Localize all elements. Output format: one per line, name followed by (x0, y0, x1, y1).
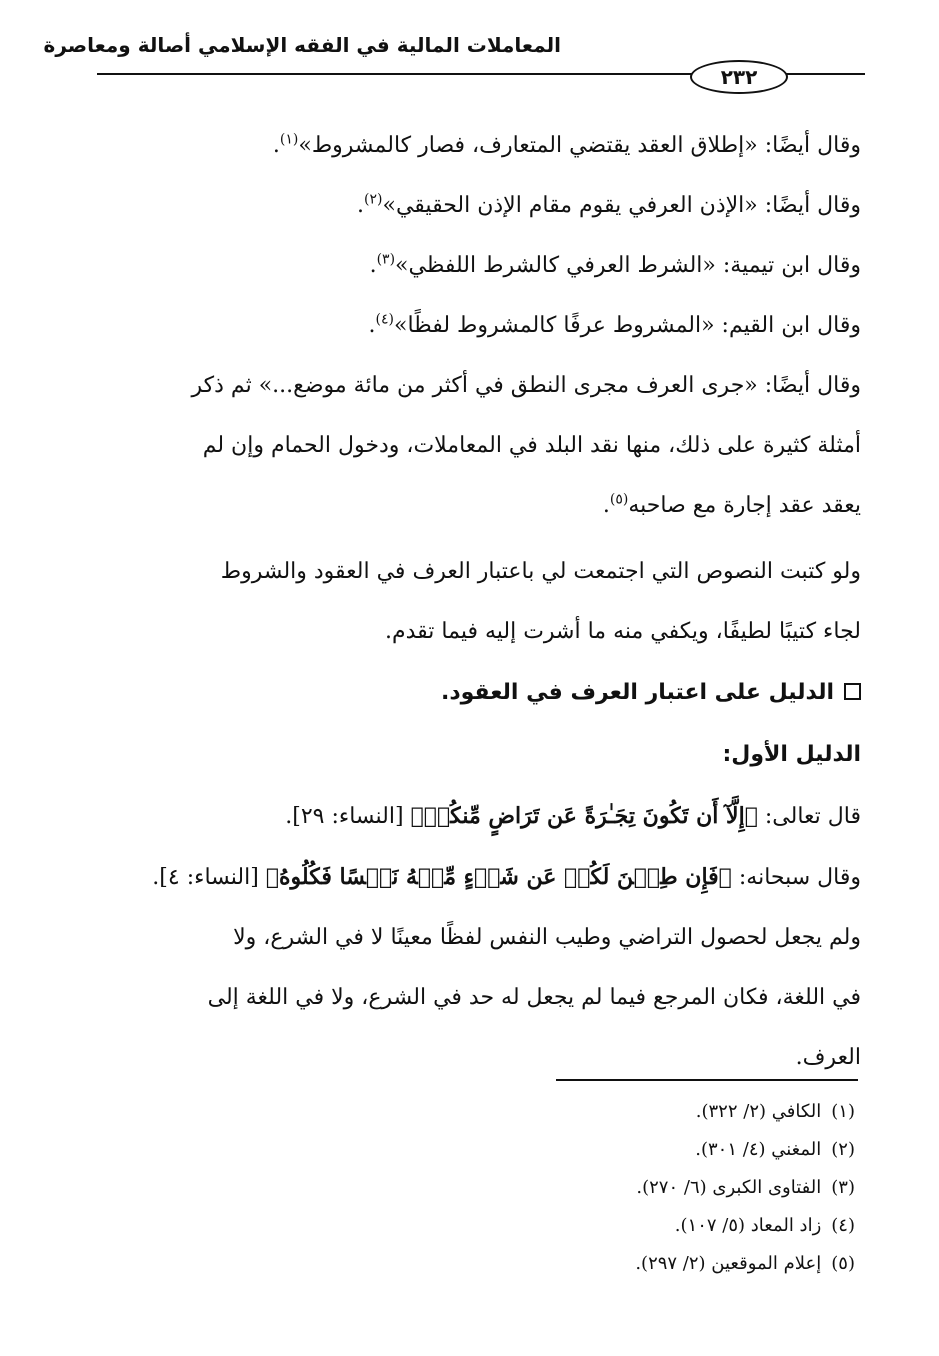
page-number: ٢٣٢ (690, 60, 788, 94)
paragraph-2-end: . (357, 193, 365, 218)
footnote-ref-5: (٥) (609, 491, 629, 508)
paragraph-4-end: . (368, 313, 376, 338)
square-bullet-icon (844, 683, 861, 700)
paragraph-5-line-3 (96, 476, 861, 536)
verse-1-text: ﴿إِلَّآ أَن تَكُونَ تِجَـٰرَةً عَن تَرَاضٍ مِّنكُمۡ﴾ (410, 803, 758, 829)
paragraph-3-text: وقال ابن تيمية: «الشرط العرفي كالشرط اللفظي» (395, 253, 861, 278)
footnote-ref-4: (٤) (375, 311, 394, 328)
paragraph-1-text: وقال أيضًا: «إطلاق العقد يقتضي المتعارف، فصار كالمشروط» (298, 133, 861, 158)
subheading-text: الدليل الأول: (722, 742, 861, 767)
paragraph-7-line-3: العرف. (795, 1045, 861, 1070)
paragraph-5-line-2: أمثلة كثيرة على ذلك، منها نقد البلد في المعاملات، ودخول الحمام وإن لم (202, 433, 861, 458)
footnote-number: (٤) (831, 1215, 855, 1236)
verse-1-intro: قال تعالى: (757, 804, 861, 829)
footnote-ref-2: (٢) (364, 191, 383, 208)
paragraph-3-end: . (369, 253, 377, 278)
paragraph-2-text: وقال أيضًا: «الإذن العرفي يقوم مقام الإذن الحقيقي» (382, 193, 861, 218)
paragraph-6-line-2: لجاء كتيبًا لطيفًا، ويكفي منه ما أشرت إليه فيما تقدم. (384, 619, 861, 644)
paragraph-4-text: وقال ابن القيم: «المشروط عرفًا كالمشروط لفظًا» (394, 313, 861, 338)
footnote-rule (556, 1079, 858, 1081)
paragraph-5-end: . (602, 493, 610, 518)
footnote (155, 1207, 855, 1245)
subheading (96, 724, 861, 786)
paragraph-6-line-1: ولو كتبت النصوص التي اجتمعت لي باعتبار العرف في العقود والشروط (220, 559, 861, 584)
verse-1 (96, 786, 861, 847)
footnote-text: المغني (٤/ ٣٠١). (695, 1139, 822, 1160)
paragraph-5 (96, 356, 861, 536)
paragraph-3 (96, 236, 861, 296)
verse-2 (96, 847, 861, 908)
paragraph-7-line-1: ولم يجعل لحصول التراضي وطيب النفس لفظًا معينًا لا في الشرع، ولا (233, 925, 861, 950)
body-text (96, 116, 861, 1088)
footnote (155, 1093, 855, 1131)
paragraph-7 (96, 908, 861, 1088)
paragraph-7-line-2: في اللغة، فكان المرجع فيما لم يجعل له حد في الشرع، ولا في اللغة إلى (207, 985, 861, 1010)
section-heading-text: الدليل على اعتبار العرف في العقود. (440, 680, 834, 705)
footnote-text: الفتاوى الكبرى (٦/ ٢٧٠). (636, 1177, 822, 1198)
footnote-number: (١) (831, 1101, 855, 1122)
paragraph-1-end: . (272, 133, 280, 158)
verse-2-text: ﴿فَإِن طِبۡنَ لَكُمۡ عَن شَىۡءٍ مِّنۡهُ نَفۡسًا فَكُلُوهُ﴾ (265, 864, 732, 890)
verse-2-intro: وقال سبحانه: (731, 865, 861, 890)
paragraph-1 (96, 116, 861, 176)
footnote-ref-3: (٣) (376, 251, 396, 268)
running-header-title: المعاملات المالية في الفقه الإسلامي أصالة ومعاصرة (43, 33, 561, 57)
footnote (155, 1245, 855, 1283)
paragraph-4 (96, 296, 861, 356)
footnote-number: (٢) (831, 1139, 855, 1160)
verse-2-ref: [النساء: ٤]. (152, 865, 266, 890)
paragraph-5-line-3-text: يعقد عقد إجارة مع صاحبه (628, 493, 861, 518)
footnote (155, 1169, 855, 1207)
paragraph-2 (96, 176, 861, 236)
paragraph-6 (96, 542, 861, 662)
footnote-number: (٥) (831, 1253, 855, 1274)
section-heading (96, 662, 861, 724)
footnote-text: زاد المعاد (٥/ ١٠٧). (674, 1215, 822, 1236)
footnote-number: (٣) (831, 1177, 855, 1198)
footnote (155, 1131, 855, 1169)
footnotes (155, 1093, 855, 1283)
footnote-text: الكافي (٢/ ٣٢٢). (695, 1101, 822, 1122)
verse-1-ref: [النساء: ٢٩]. (285, 804, 411, 829)
footnote-ref-1: (١) (279, 131, 299, 148)
footnote-text: إعلام الموقعين (٢/ ٢٩٧). (635, 1253, 822, 1274)
paragraph-5-line-1: وقال أيضًا: «جرى العرف مجرى النطق في أكثر من مائة موضع...» ثم ذكر (191, 373, 861, 398)
